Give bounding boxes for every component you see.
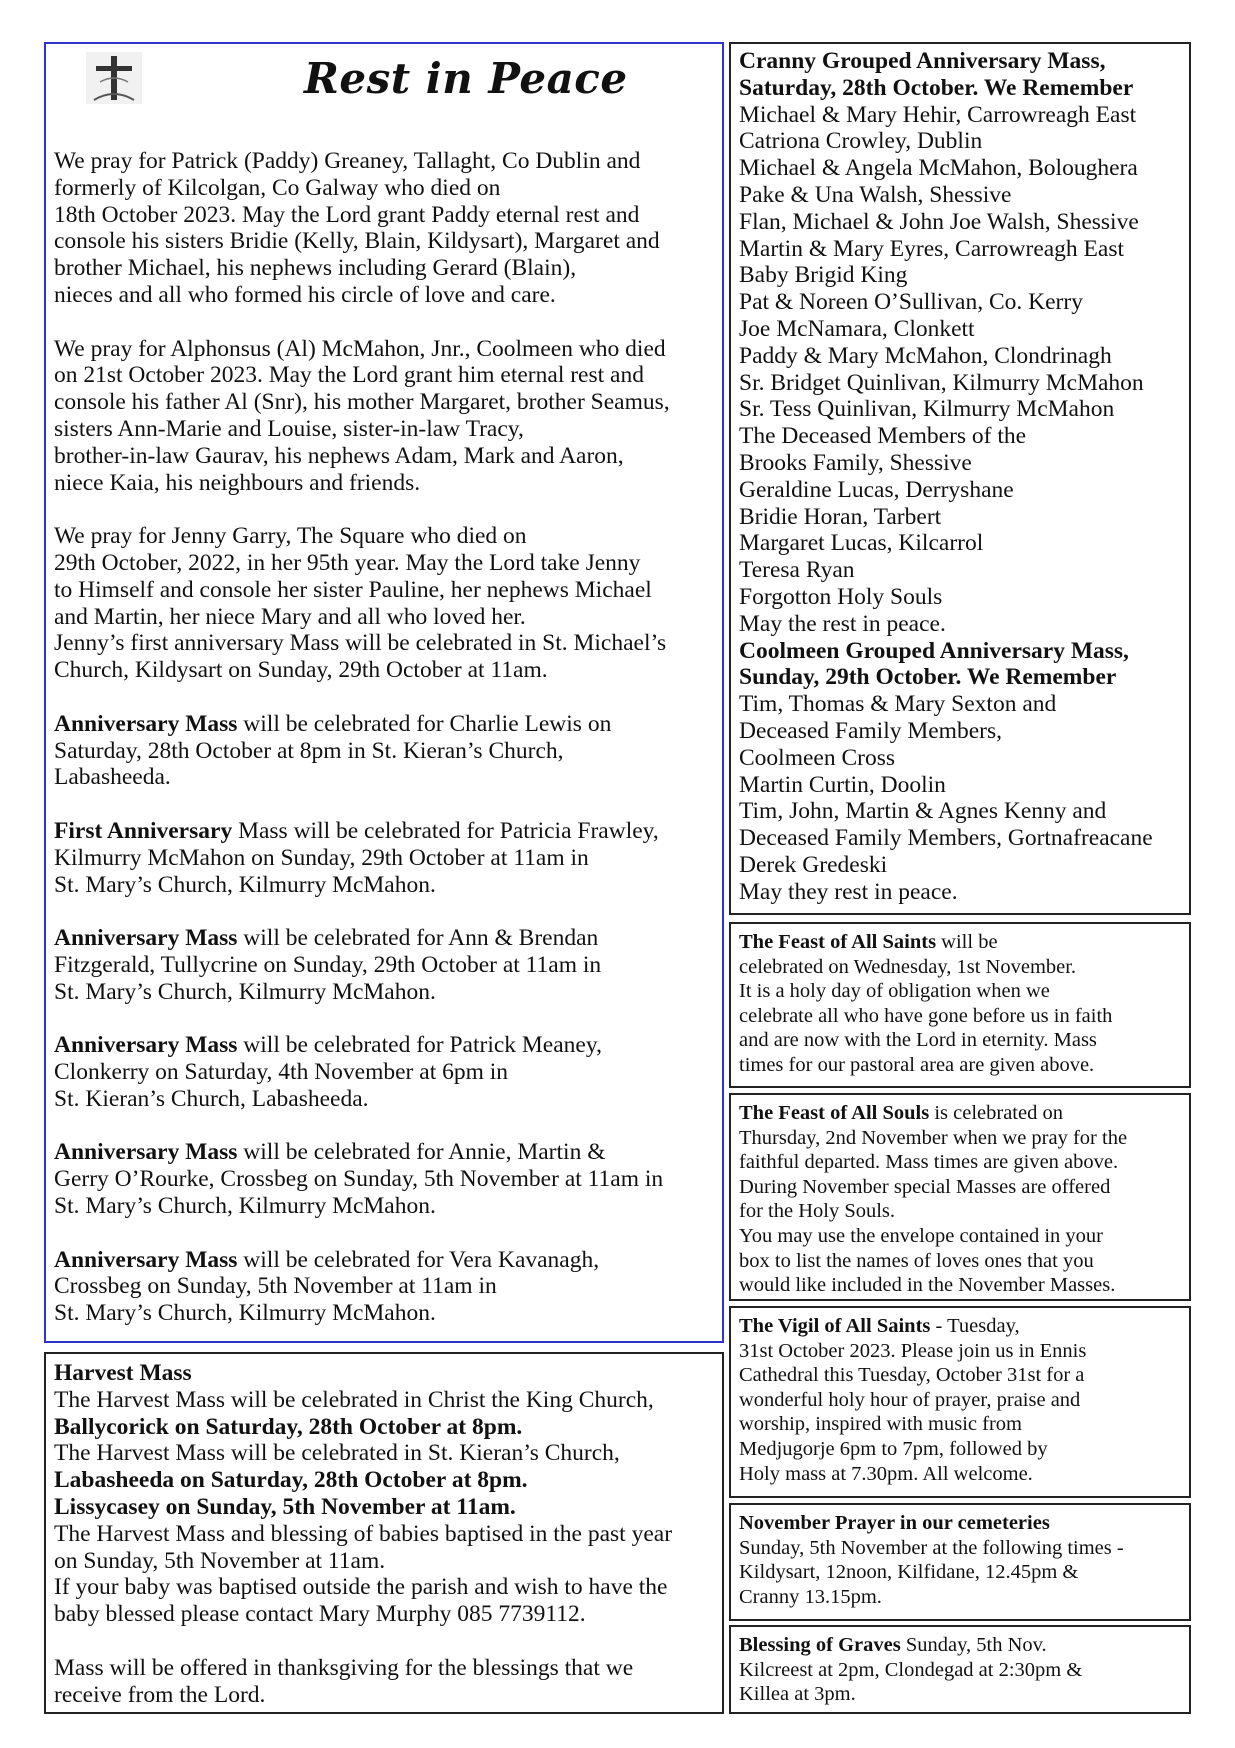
bold-label: Anniversary Mass [54, 925, 238, 952]
text-line: Thursday, 2nd November when we pray for the [739, 1126, 1128, 1149]
text-line: on Sunday, 5th November at 11am. [54, 1547, 386, 1574]
bold-label: Anniversary Mass [54, 1246, 238, 1273]
text-line [739, 1511, 1185, 1536]
bold-label: Ballycorick on Saturday, 28th October at 8pm. [54, 1413, 523, 1440]
section-heading [739, 638, 1185, 665]
text-line: The Harvest Mass and blessing of babies baptised in the past year [54, 1520, 673, 1547]
list-item: Michael & Mary Hehir, Carrowreagh East [739, 101, 1137, 128]
text-line: baby blessed please contact Mary Murphy 085 7739112. [54, 1601, 586, 1628]
text-line [54, 1414, 718, 1441]
text-line: We pray for Alphonsus (Al) McMahon, Jnr., Coolmeen who died [54, 335, 666, 362]
rip-paragraph-greaney [54, 148, 716, 309]
text-span: - Tuesday, [930, 1315, 1020, 1337]
cross-icon [86, 52, 142, 104]
rip-body [54, 148, 716, 1327]
section-heading [739, 664, 1185, 691]
text-line: Mass will be offered in thanksgiving for the blessings that we [54, 1654, 634, 1681]
bold-label: Labasheeda on Saturday, 28th October at 8pm. [54, 1467, 528, 1494]
text-line [54, 1032, 716, 1059]
list-item: Tim, Thomas & Mary Sexton and [739, 691, 1057, 718]
list-item: Coolmeen Cross [739, 744, 896, 771]
text-line: and are now with the Lord in eternity. Mass [739, 1029, 1097, 1052]
text-line: Cranny 13.15pm. [739, 1585, 882, 1608]
list-item: Martin & Mary Eyres, Carrowreagh East [739, 235, 1125, 262]
text-line: nieces and all who formed his circle of love and care. [54, 281, 556, 308]
blessing-of-graves-body [739, 1633, 1185, 1707]
list-item: Sr. Tess Quinlivan, Kilmurry McMahon [739, 396, 1115, 423]
text-line: St. Mary’s Church, Kilmurry McMahon. [54, 978, 436, 1005]
bold-label: Saturday, 28th October. We Remember [739, 74, 1134, 101]
grouped-anniversary-box [729, 42, 1191, 915]
text-line: brother-in-law Gaurav, his nephews Adam, Mark and Aaron, [54, 442, 624, 469]
bold-label: First Anniversary [54, 817, 233, 844]
text-line: times for our pastoral area are given above. [739, 1053, 1095, 1076]
spacer [54, 1628, 718, 1655]
text-line: formerly of Kilcolgan, Co Galway who died on [54, 174, 501, 201]
grouped-anniversary-body [739, 48, 1185, 906]
text-line: Killea at 3pm. [739, 1683, 856, 1706]
text-span: Mass will be celebrated for Patricia Frawley, [232, 817, 659, 844]
text-line: You may use the envelope contained in your [739, 1224, 1103, 1247]
list-item: Paddy & Mary McMahon, Clondrinagh [739, 342, 1112, 369]
text-line: During November special Masses are offered [739, 1175, 1111, 1198]
feast-all-saints-body [739, 930, 1185, 1078]
november-prayer-box [729, 1503, 1191, 1621]
text-line [54, 1467, 718, 1494]
text-line [739, 1101, 1185, 1126]
text-line: We pray for Jenny Garry, The Square who died on [54, 523, 527, 550]
text-line: Holy mass at 7.30pm. All welcome. [739, 1462, 1033, 1485]
text-line: The Harvest Mass will be celebrated in St. Kieran’s Church, [54, 1440, 620, 1467]
text-span: is celebrated on [929, 1102, 1063, 1124]
bold-label: Anniversary Mass [54, 710, 238, 737]
text-line: Jenny’s first anniversary Mass will be celebrated in St. Michael’s [54, 630, 667, 657]
text-line: It is a holy day of obligation when we [739, 980, 1050, 1003]
bold-label: The Feast of All Souls [739, 1102, 930, 1124]
bold-label: Blessing of Graves [739, 1634, 901, 1656]
rip-paragraph-mcmahon [54, 336, 716, 497]
list-item: The Deceased Members of the [739, 423, 1027, 450]
list-item: Brooks Family, Shessive [739, 449, 972, 476]
rest-in-peace-box [44, 42, 724, 1343]
text-span: will be celebrated for Charlie Lewis on [237, 710, 612, 737]
anniversary-orourke [54, 1139, 716, 1219]
list-item: May they rest in peace. [739, 878, 958, 905]
text-line: wonderful holy hour of prayer, praise and [739, 1388, 1081, 1411]
list-item: Bridie Horan, Tarbert [739, 503, 942, 530]
list-item: Pat & Noreen O’Sullivan, Co. Kerry [739, 289, 1083, 316]
text-line: on 21st October 2023. May the Lord grant him eternal rest and [54, 362, 644, 389]
list-item: Martin Curtin, Doolin [739, 771, 946, 798]
text-line: niece Kaia, his neighbours and friends. [54, 469, 421, 496]
text-line: Gerry O’Rourke, Crossbeg on Sunday, 5th November at 11am in [54, 1166, 664, 1193]
text-line [739, 930, 1185, 955]
text-line [54, 925, 716, 952]
text-line: Kilcreest at 2pm, Clondegad at 2:30pm & [739, 1658, 1083, 1681]
text-line: Sunday, 5th November at the following times - [739, 1536, 1124, 1559]
text-line: celebrate all who have gone before us in faith [739, 1004, 1113, 1027]
list-item: Baby Brigid King [739, 262, 908, 289]
text-line: We pray for Patrick (Paddy) Greaney, Tallaght, Co Dublin and [54, 148, 641, 174]
list-item: Catriona Crowley, Dublin [739, 128, 983, 155]
bold-label: The Feast of All Saints [739, 931, 937, 953]
section-heading [739, 48, 1185, 75]
vigil-all-saints-box [729, 1306, 1191, 1498]
text-span: will be celebrated for Ann & Brendan [237, 925, 599, 952]
list-item: Deceased Family Members, [739, 717, 1002, 744]
text-line: Crossbeg on Sunday, 5th November at 11am in [54, 1273, 497, 1300]
bold-label: Cranny Grouped Anniversary Mass, [739, 48, 1106, 74]
list-item: Forgotton Holy Souls [739, 583, 943, 610]
list-item: Joe McNamara, Clonkett [739, 315, 975, 342]
rip-paragraph-garry [54, 523, 716, 684]
list-item: Geraldine Lucas, Derryshane [739, 476, 1014, 503]
text-line: box to list the names of loves ones that you [739, 1249, 1094, 1272]
bold-label: Sunday, 29th October. We Remember [739, 664, 1117, 691]
bold-label: Anniversary Mass [54, 1032, 238, 1059]
november-prayer-body [739, 1511, 1185, 1609]
list-item: Sr. Bridget Quinlivan, Kilmurry McMahon [739, 369, 1144, 396]
list-item: Margaret Lucas, Kilcarrol [739, 530, 984, 557]
text-line: Saturday, 28th October at 8pm in St. Kieran’s Church, [54, 737, 564, 764]
text-line: If your baby was baptised outside the parish and wish to have the [54, 1574, 668, 1601]
blessing-of-graves-box [729, 1625, 1191, 1714]
text-line: worship, inspired with music from [739, 1413, 1022, 1436]
text-line [54, 1247, 716, 1274]
list-item: Derek Gredeski [739, 851, 888, 878]
text-line: brother Michael, his nephews including Gerard (Blain), [54, 255, 577, 282]
text-line: receive from the Lord. [54, 1681, 266, 1708]
anniversary-meaney [54, 1032, 716, 1112]
list-item: Flan, Michael & John Joe Walsh, Shessive [739, 208, 1139, 235]
text-span: will be celebrated for Annie, Martin & [237, 1139, 606, 1166]
feast-all-souls-box [729, 1093, 1191, 1301]
bold-label: Harvest Mass [54, 1360, 192, 1386]
section-heading [739, 75, 1185, 102]
text-line: The Harvest Mass will be celebrated in Christ the King Church, [54, 1386, 654, 1413]
feast-all-saints-box [729, 922, 1191, 1088]
bold-label: The Vigil of All Saints [739, 1315, 931, 1337]
text-line [54, 1139, 716, 1166]
list-item: Michael & Angela McMahon, Boloughera [739, 155, 1138, 182]
anniversary-kavanagh [54, 1247, 716, 1327]
section-heading [54, 1360, 718, 1387]
harvest-mass-box [44, 1352, 724, 1714]
text-line [54, 1494, 718, 1521]
bold-label: Lissycasey on Sunday, 5th November at 11am. [54, 1493, 516, 1520]
text-span: will be [936, 931, 998, 953]
vigil-all-saints-body [739, 1314, 1185, 1486]
text-line [54, 818, 716, 845]
list-item: Deceased Family Members, Gortnafreacane [739, 825, 1153, 852]
text-line: and Martin, her niece Mary and all who loved her. [54, 603, 526, 630]
text-line: Clonkerry on Saturday, 4th November at 6pm in [54, 1059, 509, 1086]
text-line: Medjugorje 6pm to 7pm, followed by [739, 1437, 1048, 1460]
anniversary-lewis [54, 711, 716, 791]
text-line: console his father Al (Snr), his mother Margaret, brother Seamus, [54, 389, 670, 416]
bold-label: Anniversary Mass [54, 1139, 238, 1166]
text-line [739, 1314, 1185, 1339]
text-line: St. Mary’s Church, Kilmurry McMahon. [54, 1300, 436, 1327]
text-line: 18th October 2023. May the Lord grant Paddy eternal rest and [54, 201, 640, 228]
text-line: Kildysart, 12noon, Kilfidane, 12.45pm & [739, 1561, 1079, 1584]
text-line: console his sisters Bridie (Kelly, Blain, Kildysart), Margaret and [54, 228, 660, 255]
text-line: St. Mary’s Church, Kilmurry McMahon. [54, 1193, 436, 1220]
anniversary-frawley [54, 818, 716, 898]
anniversary-fitzgerald [54, 925, 716, 1005]
text-line: Church, Kildysart on Sunday, 29th October at 11am. [54, 657, 548, 684]
text-span: Sunday, 5th Nov. [900, 1634, 1047, 1656]
text-line: Fitzgerald, Tullycrine on Sunday, 29th October at 11am in [54, 951, 602, 978]
text-line: Cathedral this Tuesday, October 31st for a [739, 1364, 1085, 1387]
text-line [739, 1633, 1185, 1658]
text-line: Kilmurry McMahon on Sunday, 29th October at 11am in [54, 844, 589, 871]
page-title: Rest in Peace [304, 54, 628, 103]
text-line [54, 711, 716, 738]
text-span: will be celebrated for Patrick Meaney, [237, 1032, 602, 1059]
text-line: St. Mary’s Church, Kilmurry McMahon. [54, 871, 436, 898]
text-line: 31st October 2023. Please join us in Ennis [739, 1339, 1087, 1362]
text-line: faithful departed. Mass times are given above. [739, 1151, 1119, 1174]
text-span: will be celebrated for Vera Kavanagh, [237, 1246, 600, 1273]
text-line: to Himself and console her sister Pauline, her nephews Michael [54, 576, 652, 603]
text-line: St. Kieran’s Church, Labasheeda. [54, 1085, 369, 1112]
text-line: Labasheeda. [54, 764, 171, 791]
list-item: Teresa Ryan [739, 557, 855, 584]
harvest-body [54, 1360, 718, 1708]
text-line: celebrated on Wednesday, 1st November. [739, 955, 1077, 978]
list-item: Tim, John, Martin & Agnes Kenny and [739, 798, 1107, 825]
text-line: for the Holy Souls. [739, 1200, 896, 1223]
text-line: 29th October, 2022, in her 95th year. May the Lord take Jenny [54, 549, 641, 576]
text-line: sisters Ann-Marie and Louise, sister-in-law Tracy, [54, 415, 524, 442]
list-item: May the rest in peace. [739, 610, 946, 637]
feast-all-souls-body [739, 1101, 1185, 1298]
bold-label: November Prayer in our cemeteries [739, 1512, 1050, 1534]
list-item: Pake & Una Walsh, Shessive [739, 181, 1012, 208]
text-line: would like included in the November Masses. [739, 1274, 1116, 1297]
bold-label: Coolmeen Grouped Anniversary Mass, [739, 637, 1129, 664]
